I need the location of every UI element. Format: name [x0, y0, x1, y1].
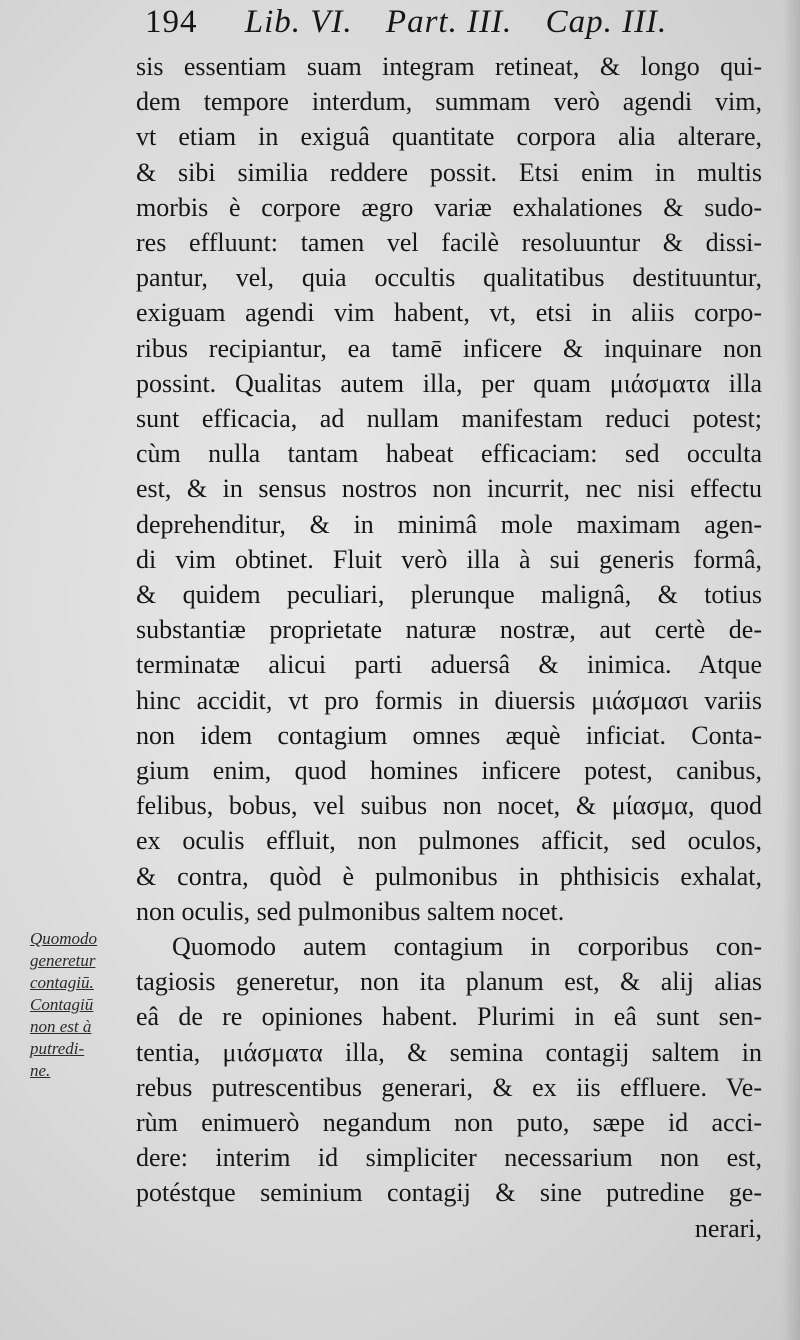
- text-line: dem tempore interdum, summam verò agendi vim,: [136, 87, 762, 117]
- text-line: res effluunt: tamen vel facilè resoluuntur & dissi-: [136, 228, 762, 257]
- text-line: possint. Qualitas autem illa, per quam μιάσματα illa: [136, 368, 762, 398]
- text-line: sis essentiam suam integram retineat, & longo qui-: [136, 52, 762, 81]
- text-line: deprehenditur, & in minimâ mole maximam agen-: [136, 509, 762, 539]
- chapter-label: Cap. III.: [545, 4, 668, 40]
- book-label: Lib. VI.: [244, 4, 353, 40]
- text-line: exiguam agendi vim habent, vt, etsi in aliis corpo-: [136, 298, 762, 328]
- margin-note-line: putredi-: [30, 1039, 85, 1058]
- margin-note-line: contagiū.: [30, 973, 94, 992]
- page-number: 194: [145, 4, 198, 40]
- margin-note-line: non est à: [30, 1017, 92, 1036]
- text-line: Quomodo autem contagium in corporibus con-: [172, 932, 762, 961]
- text-line: ex oculis effluit, non pulmones afficit, sed oculos,: [136, 826, 762, 856]
- text-line: substantiæ proprietate naturæ nostræ, aut certè de-: [136, 615, 762, 645]
- text-line: non oculis, sed pulmonibus saltem nocet.: [136, 896, 565, 926]
- text-line: eâ de re opiniones habent. Plurimi in eâ sunt sen-: [136, 1002, 762, 1032]
- catchword: nerari,: [694, 1213, 762, 1243]
- text-line: cùm nulla tantam habeat efficaciam: sed occulta: [136, 439, 762, 469]
- text-line: gium enim, quod homines inficere potest, canibus,: [136, 756, 762, 785]
- text-line: terminatæ alicui parti aduersâ & inimica. Atque: [136, 650, 762, 680]
- running-header: [145, 4, 667, 41]
- text-line: tagiosis generetur, non ita planum est, & alij alias: [136, 967, 762, 997]
- text-line: pantur, vel, quia occultis qualitatibus destituuntur,: [136, 263, 762, 293]
- text-line: tentia, μιάσματα illa, & semina contagij saltem in: [136, 1037, 762, 1067]
- text-line: & sibi similia reddere possit. Etsi enim in multis: [136, 157, 762, 187]
- part-label: Part. III.: [385, 4, 513, 40]
- text-line: sunt efficacia, ad nullam manifestam reduci potest;: [136, 404, 762, 433]
- text-line: di vim obtinet. Fluit verò illa à sui generis formâ,: [136, 544, 762, 574]
- text-line: dere: interim id simpliciter necessarium non est,: [136, 1143, 762, 1173]
- margin-note-line: Contagiū: [30, 995, 94, 1014]
- text-line: potéstque seminium contagij & sine putredine ge-: [136, 1178, 762, 1208]
- text-line: ribus recipiantur, ea tamē inficere & inquinare non: [136, 333, 762, 363]
- text-line: felibus, bobus, vel suibus non nocet, & μίασμα, quod: [136, 791, 762, 821]
- text-line: rùm enimuerò negandum non puto, sæpe id acci-: [136, 1108, 762, 1137]
- page-spine-shadow: [782, 0, 800, 1340]
- text-line: hinc accidit, vt pro formis in diuersis μιάσμασι variis: [136, 685, 762, 715]
- margin-note-line: Quomodo: [30, 929, 98, 948]
- text-line: morbis è corpore ægro variæ exhalationes & sudo-: [136, 192, 762, 222]
- margin-note: [30, 928, 130, 1082]
- text-line: & quidem peculiari, plerunque malignâ, & totius: [136, 580, 762, 609]
- text-line: vt etiam in exiguâ quantitate corpora alia alterare,: [136, 122, 762, 152]
- text-line: non idem contagium omnes æquè inficiat. Conta-: [136, 720, 762, 750]
- text-line: & contra, quòd è pulmonibus in phthisicis exhalat,: [136, 861, 762, 891]
- margin-note-line: ne.: [30, 1061, 51, 1080]
- text-line: est, & in sensus nostros non incurrit, nec nisi effectu: [136, 474, 762, 504]
- margin-note-line: generetur: [30, 951, 96, 970]
- text-line: rebus putrescentibus generari, & ex iis effluere. Ve-: [136, 1072, 762, 1102]
